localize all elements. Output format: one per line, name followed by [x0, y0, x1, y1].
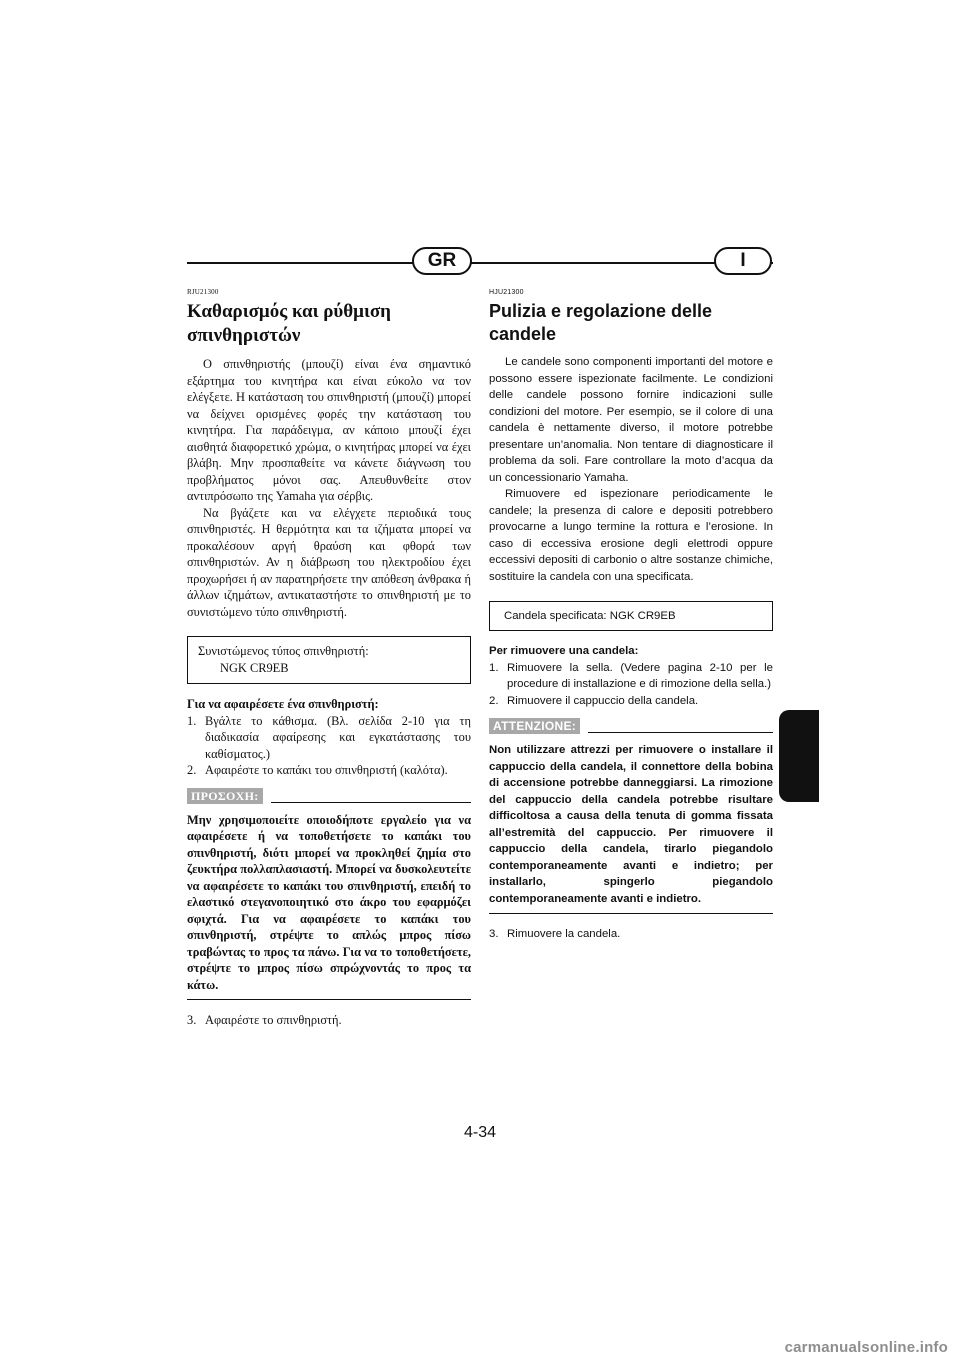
- caution-end-rule: [187, 999, 471, 1000]
- step-text: Αφαιρέστε το καπάκι του σπινθηριστή (καλότα).: [205, 763, 448, 777]
- language-code-greek: GR: [427, 250, 457, 271]
- remove-heading: Per rimuovere una candela:: [489, 645, 639, 657]
- intro-paragraph: Ο σπινθηριστής (μπουζί) είναι ένα σημαντικό εξάρτημα του κινητήρα και είναι εύκολο να τον ελέγξετε. Η κατάσταση του σπινθηριστή (μπουζί) μπορεί να δείχνει ορισμένες φορές την κατάσταση του κινητήρα. Για παράδειγμα, αν κάποιο μπουζί έχει αισθητά διαφορετικό χρώμα, ο κινητήρας μπορεί να έχει βλάβη. Μην προσπαθείτε να κάνετε διάγνωση του προβλήματος μόνοι σας. Απευθυνθείτε στον αντιπρόσωπο της Yamaha για σέρβις.: [187, 357, 471, 503]
- section-thumb-tab: [779, 710, 819, 802]
- caution-header: [489, 717, 773, 734]
- section-title: Pulizia e regolazione delle candele: [489, 301, 713, 344]
- caution-text: Non utilizzare attrezzi per rimuovere o installare il cappuccio della candela, il connettore della bobina di accensione potrebbe danneggiarsi. La rimozione del cappuccio della candela potrebbe risultare difficoltosa a causa della tenuta di gomma fissata all’estremità del cappuccio. Per rimuovere il cappuccio della candela, tirarlo piegandolo contemporaneamente avanti e indietro; per installarlo, spingerlo piegandolo contemporaneamente avanti e indietro.: [489, 744, 773, 905]
- step-number: 3.: [187, 1013, 197, 1027]
- step-item: [489, 660, 773, 693]
- steps-list-continued: [187, 1012, 471, 1029]
- step-item: [187, 1012, 471, 1029]
- step-number: 1.: [187, 713, 197, 728]
- intro-paragraph: Le candele sono componenti importanti del motore e possono essere ispezionate facilmente. Le condizioni delle candele possono fornire indicazioni sulle condizioni del motore. Per esempio, se il colore di una candela è nettamente diverso, il motore potrebbe presentare un’anomalia. Non tentare di diagnosticare il problema da soli. Fare controllare la moto d’acqua da un concessionario Yamaha.: [489, 356, 773, 484]
- spec-box: [489, 601, 773, 631]
- section-code: HJU21300: [489, 289, 524, 296]
- step-text: Rimuovere la candela.: [507, 928, 621, 940]
- spec-text: Candela specificata: NGK CR9EB: [504, 610, 676, 622]
- caution-label: ΠΡΟΣΟΧΗ:: [187, 788, 263, 804]
- step-number: 3.: [489, 928, 499, 940]
- steps-list-continued: [489, 926, 773, 943]
- spec-box: [187, 636, 471, 684]
- spec-label: Συνιστώμενος τύπος σπινθηριστή:: [198, 644, 369, 658]
- section-code: RJU21300: [187, 288, 219, 296]
- header-rule: [187, 262, 773, 264]
- step-number: 2.: [187, 763, 197, 777]
- watermark: carmanualsonline.info: [784, 1339, 948, 1356]
- caution-header: [187, 787, 471, 804]
- caution-text: Μην χρησιμοποιείτε οποιοδήποτε εργαλείο για να αφαιρέσετε ή να τοποθετήσετε το καπάκι του σπινθηριστή, διότι μπορεί να προκληθεί ζημία στο ζευκτήρα πολλαπλασιαστή. Μπορεί να δυσκολευτείτε να αφαιρέσετε το καπάκι του σπινθηριστή, επειδή το ελαστικό στεγανοποιητικό στο άκρο του εφαρμόζει σφιχτά. Για να αφαιρέσετε το καπάκι του σπινθηριστή, στρέψτε το απλώς μπρος πίσω τραβώντας το προς τα πάνω. Για να το τοποθετήσετε, στρέψτε το μπρος πίσω σπρώχνοντάς το προς τα κάτω.: [187, 812, 471, 992]
- italian-column: [489, 288, 773, 943]
- step-text: Rimuovere il cappuccio della candela.: [507, 694, 699, 707]
- caution-rule: [588, 732, 773, 733]
- greek-column: [187, 288, 471, 1029]
- steps-list: [187, 713, 471, 779]
- language-badge-greek: [412, 247, 472, 275]
- caution-end-rule: [489, 913, 773, 914]
- steps-list: [489, 660, 773, 710]
- remove-heading: Για να αφαιρέσετε ένα σπινθηριστή:: [187, 697, 379, 711]
- page-number: 4-34: [463, 1124, 497, 1141]
- language-code-italian: I: [740, 250, 746, 271]
- inspection-paragraph: Να βγάζετε και να ελέγχετε περιοδικά τους σπινθηριστές. Η θερμότητα και τα ιζήματα μπορεί να προκαλέσουν αργή θραύση και φθορά των σπινθηριστών. Αν η διάβρωση του ηλεκτροδίου έχει προχωρήσει ή αν παρατηρήσετε την απόθεση άνθρακα ή άλλων ιζημάτων, αντικαταστήστε το σπινθηριστή με το συνιστώμενο τύπο σπινθηριστή.: [187, 505, 471, 619]
- caution-label: ATTENZIONE:: [489, 718, 580, 734]
- step-item: [187, 713, 471, 763]
- step-text: Rimuovere la sella. (Vedere pagina 2-10 per le procedure di installazione e di rimozione della sella.): [507, 661, 773, 690]
- language-badge-italian: [714, 247, 772, 275]
- step-item: [489, 926, 773, 943]
- step-item: [489, 693, 773, 710]
- step-number: 1.: [489, 661, 499, 674]
- step-number: 2.: [489, 694, 499, 707]
- step-text: Βγάλτε το κάθισμα. (Βλ. σελίδα 2-10 για τη διαδικασία αφαίρεσης και εγκατάστασης του καθίσματος.): [205, 713, 471, 761]
- step-item: [187, 762, 471, 779]
- step-text: Αφαιρέστε το σπινθηριστή.: [205, 1013, 342, 1027]
- inspection-paragraph: Rimuovere ed ispezionare periodicamente le candele; la presenza di calore e depositi potrebbero provocarne a lungo termine la rottura e l’erosione. In caso di eccessiva erosione degli elettrodi oppure eccessivi depositi di carbonio o altre sostanze chimiche, sostituire la candela con una specificata.: [489, 488, 773, 583]
- caution-rule: [271, 802, 471, 803]
- spec-value: NGK CR9EB: [220, 660, 289, 675]
- section-title: Καθαρισμός και ρύθμιση σπινθηριστών: [187, 301, 391, 346]
